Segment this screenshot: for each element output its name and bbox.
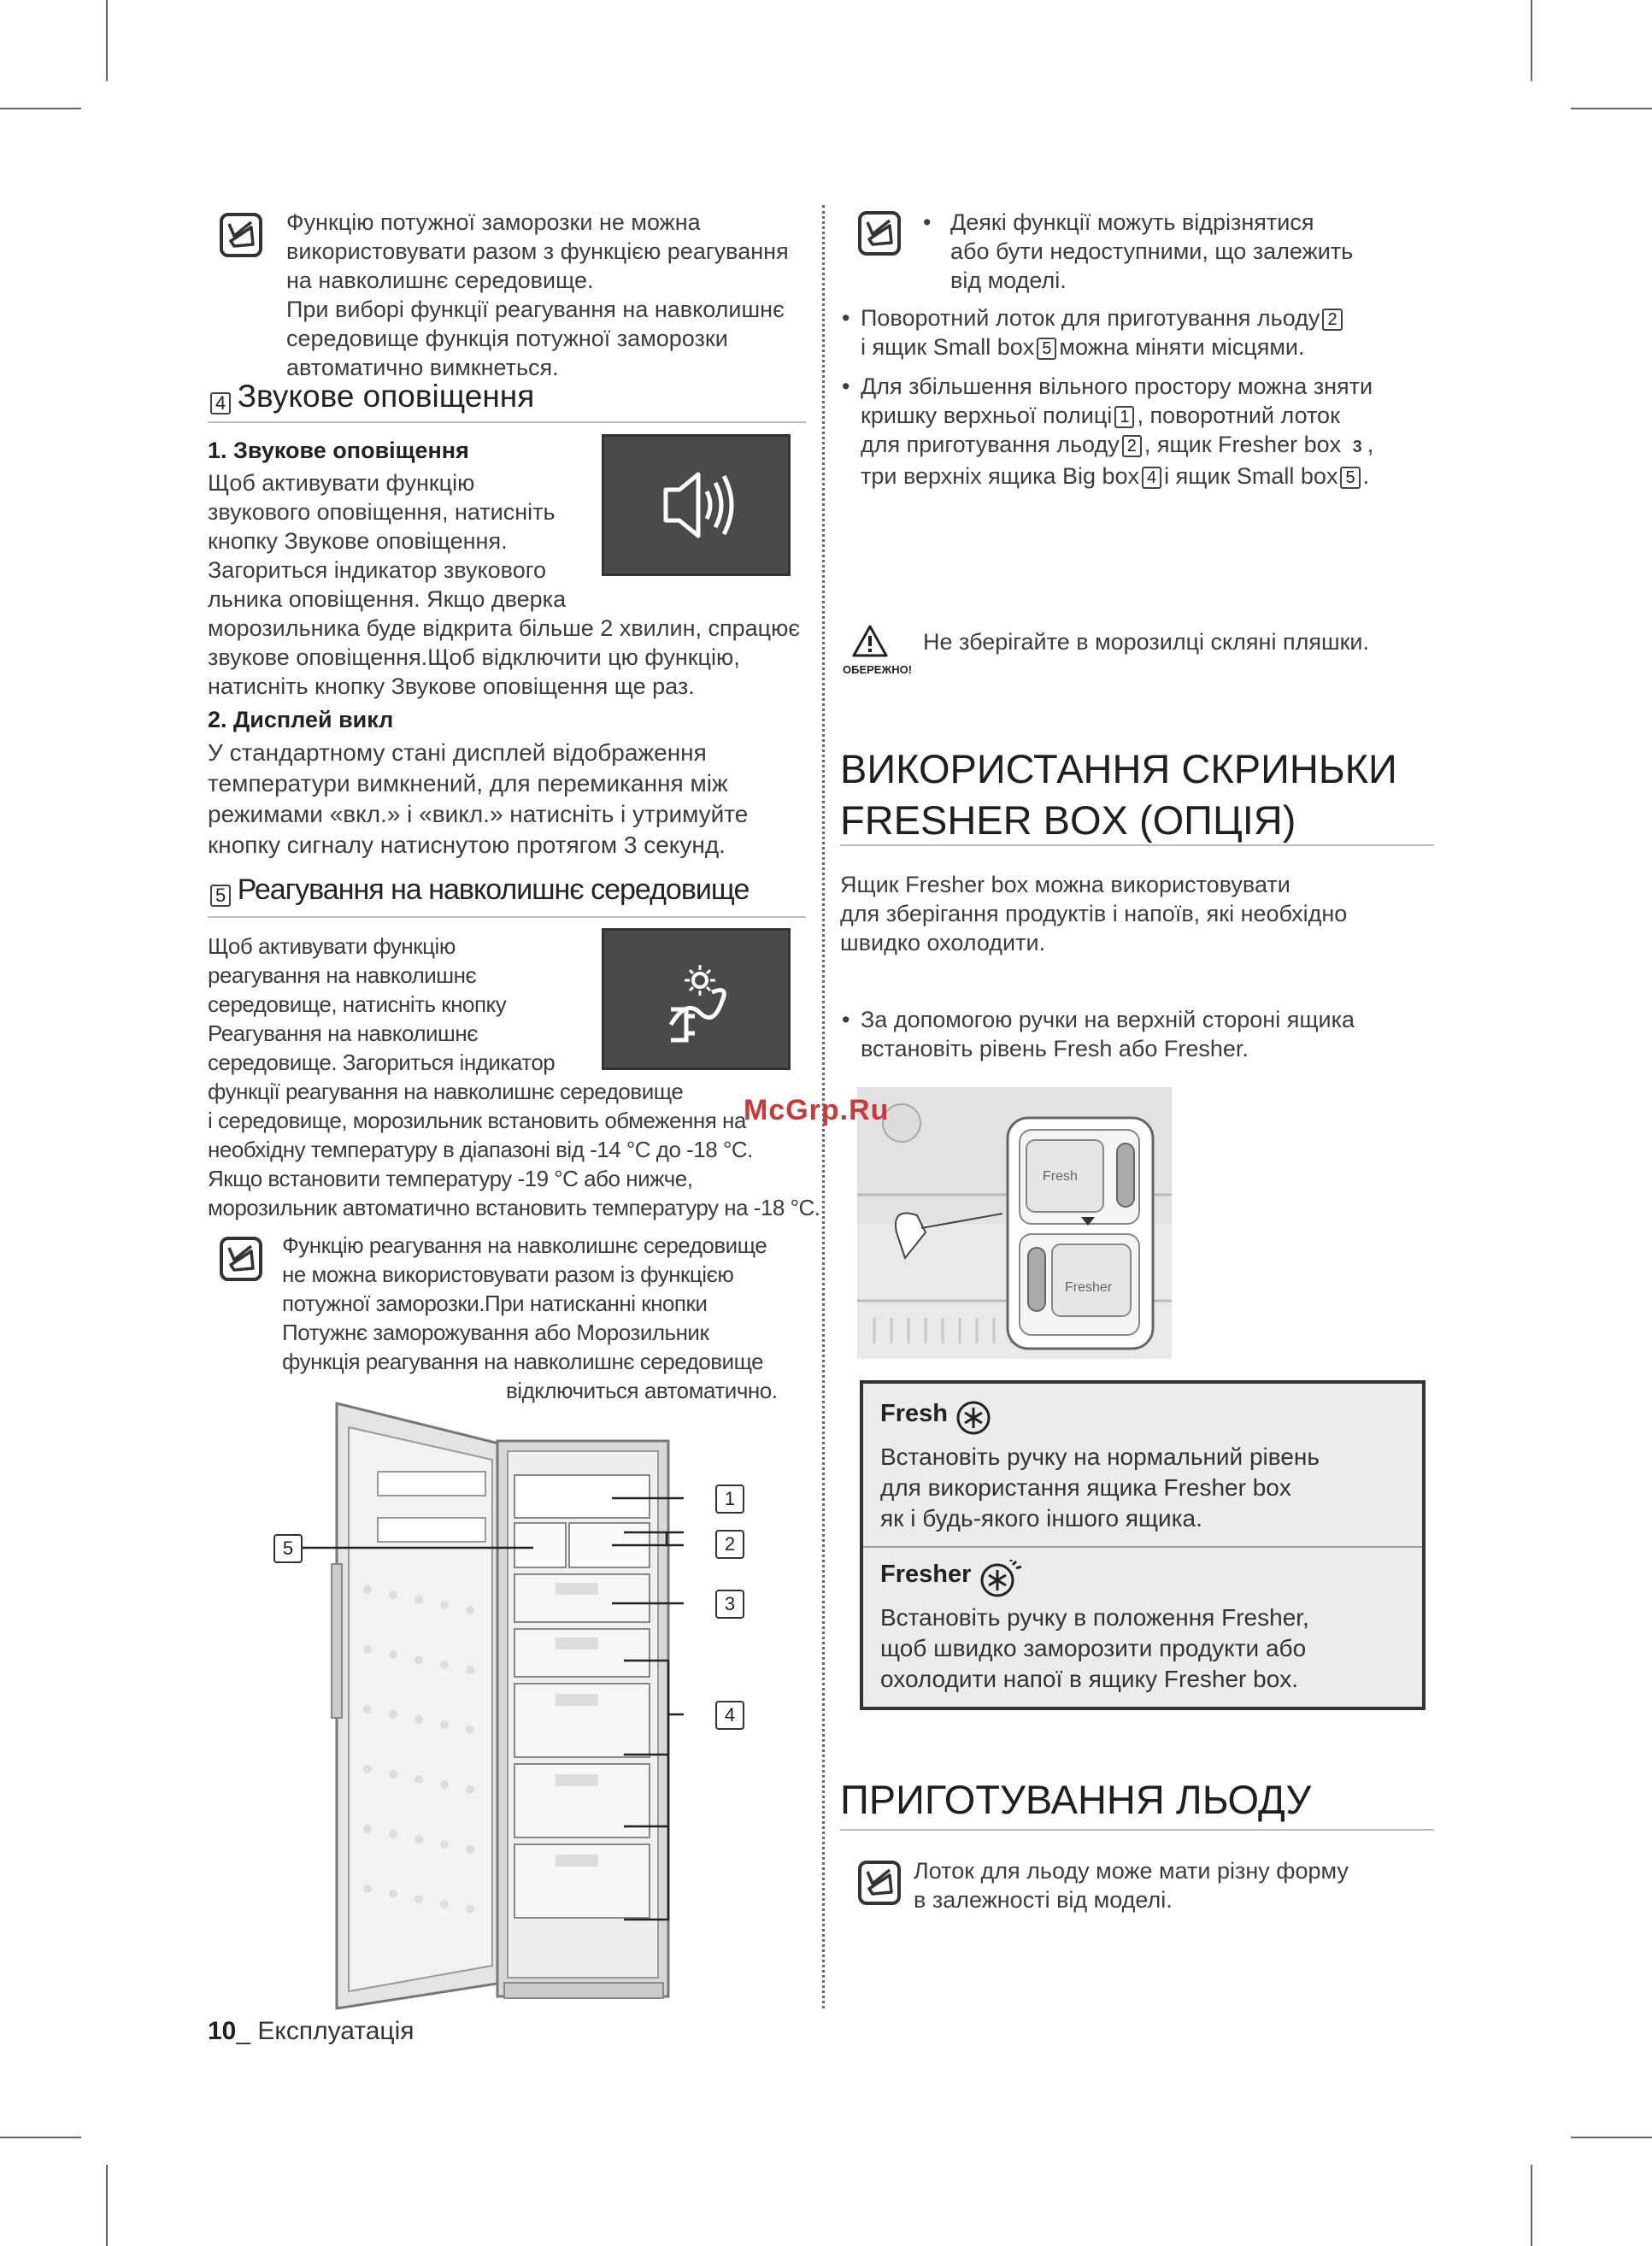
note-text: Функцію реагування на навколишнє середовище не можна використовувати разом із функцією потужної заморозки.При натисканні кнопки Потужнє заморожування або Морозильник функція реагування на навколишнє середовище відключиться автоматично. (282, 1232, 778, 1403)
section-title: Реагування на навколишнє середовище (237, 873, 750, 906)
section-rule (840, 1829, 1434, 1831)
fresh-icon (955, 1399, 992, 1437)
caution-text: Не зберігайте в морозилці скляні пляшки. (923, 629, 1370, 655)
caution-label: ОБЕРЕЖНО! (843, 663, 913, 676)
freezer-illustration (273, 1393, 684, 2017)
section-heading (208, 379, 806, 415)
note-icon (857, 1860, 902, 1906)
page-number: 10 (208, 2017, 237, 2045)
table-divider (863, 1546, 1422, 1548)
footer-label: Експлуатація (257, 2017, 414, 2045)
crop-mark (1571, 2137, 1652, 2138)
callout-5: 5 (273, 1534, 303, 1563)
callout-4: 4 (715, 1701, 744, 1730)
ref-number: 2 (1322, 309, 1342, 331)
callout-2: 2 (715, 1530, 744, 1559)
paragraph: Ящик Fresher box можна використовувати для зберігання продуктів і напоїв, які необхідно швидко охолодити. (840, 872, 1348, 955)
crop-mark (0, 2137, 81, 2138)
fresher-knob-label: Fresher (1065, 1280, 1113, 1295)
footer-separator: _ (236, 2017, 258, 2045)
bullet-item: • За допомогою ручки на верхній стороні ящика встановіть рівень Fresh або Fresher. (842, 1007, 1355, 1061)
section-title: ВИКОРИСТАННЯ СКРИНЬКИ FRESHER BOX (ОПЦІЯ) (840, 746, 1397, 843)
section-heading (208, 873, 823, 907)
fresher-settings-table (860, 1380, 1426, 1710)
crop-mark (1531, 0, 1532, 81)
row-label: Fresh (880, 1400, 948, 1428)
ref-number: 4 (1142, 467, 1161, 489)
bullet-item: • Поворотний лоток для приготування льоду 2 і ящик Small box 5 можна міняти місцями. (842, 303, 1440, 362)
note-icon (857, 210, 902, 256)
section-number: 5 (210, 885, 231, 907)
bullet-item: • Для збільшення вільного простору можна зняти кришку верхньої полиці 1 , поворотний лоток для приготування льоду 2 , ящик Fresher box 3 , три верхніх ящика Big box 4 і ящик Small box 5 . (842, 373, 1374, 489)
crop-mark (106, 0, 108, 81)
section-title: Звукове оповіщення (237, 379, 535, 414)
section-title: ПРИГОТУВАННЯ ЛЬОДУ (840, 1777, 1312, 1822)
callout-1: 1 (715, 1485, 744, 1514)
fresher-icon (979, 1560, 1025, 1597)
row-label: Fresher (880, 1561, 972, 1589)
section-rule (208, 421, 806, 423)
warning-icon (851, 624, 889, 658)
ref-number: 1 (1114, 406, 1134, 428)
paragraph: У стандартному стані дисплей відображення температури вимкнений, для перемикання між режимами «вкл.» і «викл.» натисніть і утримуйте кнопку сигналу натиснутою протягом 3 секунд. (208, 739, 749, 858)
fresher-box-illustration (857, 1087, 1172, 1359)
callout-3: 3 (715, 1590, 744, 1619)
table-row: Fresher Встановіть ручку в положення Fresher, щоб швидко заморозити продукти або охолодити напої в ящику Fresher box. (880, 1561, 1309, 1692)
ref-number: 5 (1037, 338, 1056, 360)
note-text: Лоток для льоду може мати різну форму в залежності від моделі. (914, 1858, 1349, 1913)
crop-mark (1571, 108, 1652, 109)
table-row: Fresh Встановіть ручку на нормальний рівень для використання ящика Fresher box як і будь-якого іншого ящика. (880, 1400, 1320, 1532)
note-bullet: • Деякі функції можуть відрізнятися або бути недоступними, що залежить від моделі. (923, 209, 1354, 293)
ref-number: 5 (1340, 467, 1360, 489)
crop-mark (1531, 2165, 1532, 2246)
subheading: 2. Дисплей викл (208, 707, 394, 732)
fresh-knob-label: Fresh (1043, 1169, 1078, 1184)
ref-number: 2 (1122, 435, 1142, 457)
paragraph: Щоб активувати функцію реагування на навколишнє середовище, натисніть кнопку Реагування на навколишнє середовище. Загориться індикатор функції реагування на навколишнє середовище і середовище, морозильник встановить обмеження на необхідну температуру в діапазоні від -14 °C до -18 °C. Якщо встановити температуру -19 °C або нижче, морозильник автоматично встановить температуру на -18 °C. (208, 933, 820, 1220)
crop-mark (106, 2165, 108, 2246)
note-icon (219, 212, 263, 258)
note-text: Функцію потужної заморозки не можна використовувати разом з функцією реагування на навколишнє середовище. При виборі функції реагування на навколишнє середовище функція потужної заморозки автоматично вимкнеться. (286, 209, 789, 380)
section-number: 4 (210, 392, 231, 415)
crop-mark (0, 108, 81, 109)
section-rule (208, 916, 806, 918)
note-icon (219, 1236, 263, 1282)
subheading: 1. Звукове оповіщення (208, 438, 469, 463)
paragraph: Щоб активувати функцію звукового оповіщення, натисніть кнопку Звукове оповіщення. Загориться індикатор звукового льника оповіщення. Якщо дверка морозильника буде відкрита більше 2 хвилин, спрацює звукове оповіщення.Щоб відключити цю функцію, натисніть кнопку Звукове оповіщення ще раз. (208, 470, 801, 699)
section-rule (840, 844, 1434, 846)
page-footer (208, 2017, 414, 2046)
watermark: McGrp.Ru (744, 1094, 890, 1126)
